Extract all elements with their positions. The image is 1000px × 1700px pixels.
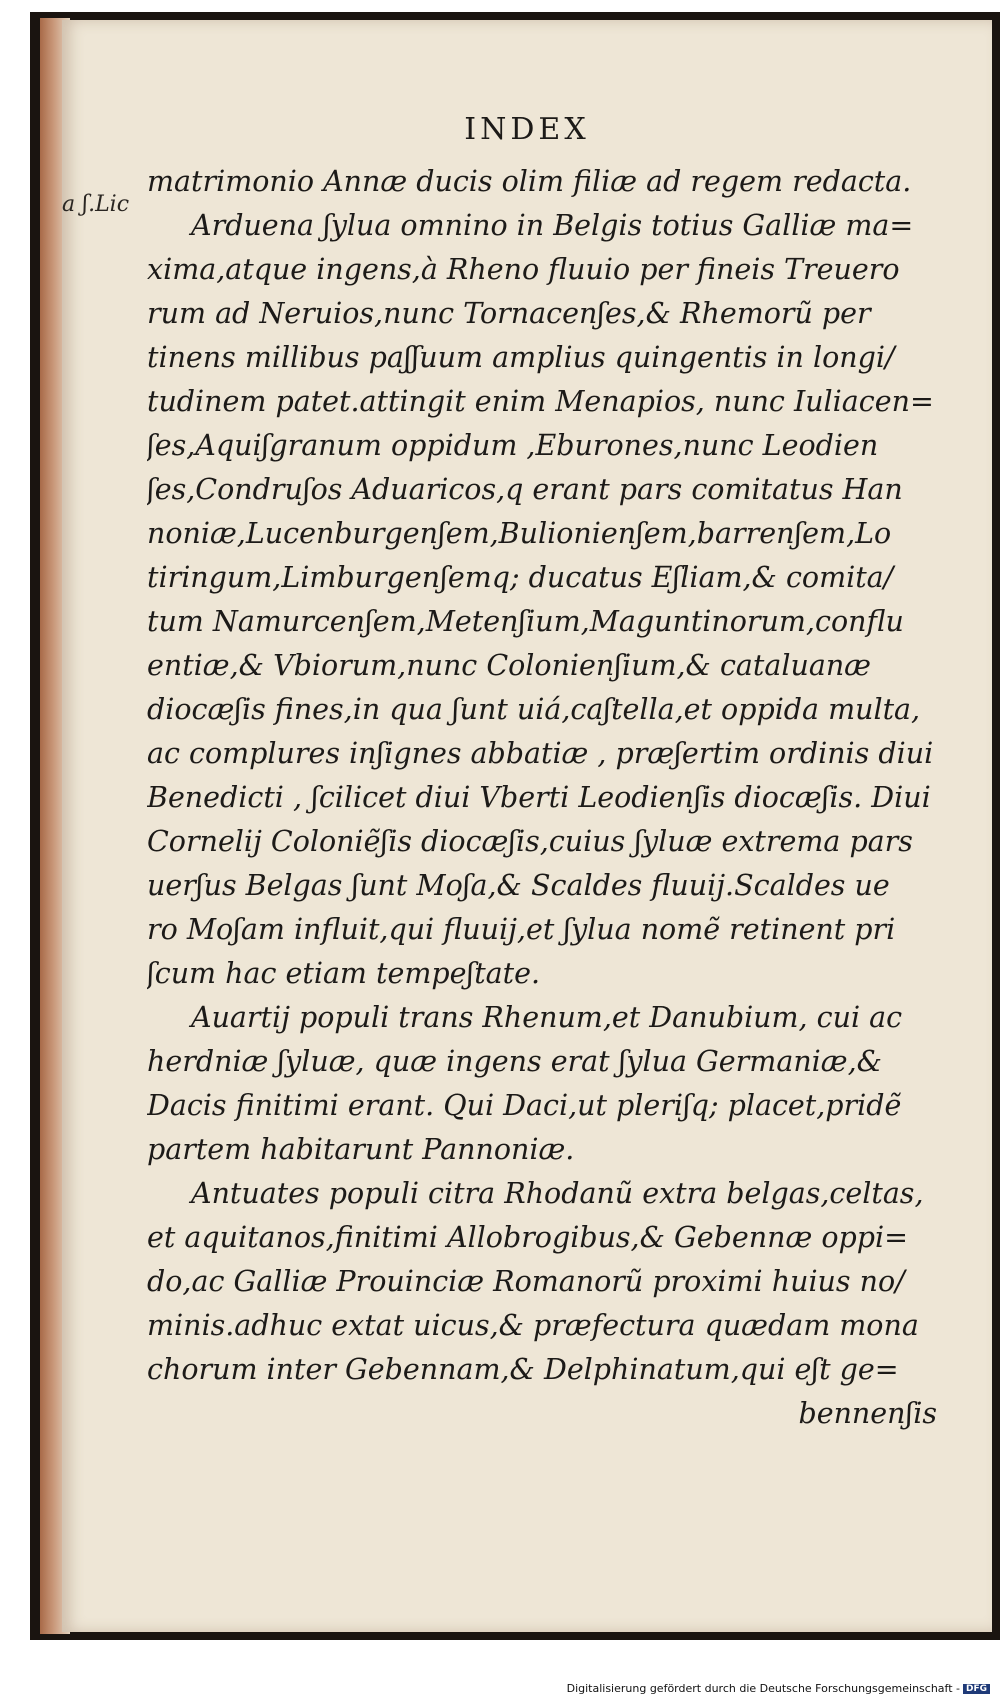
text-line: diocæʃis fines,in qua ʃunt uiá,caʃtella,et oppida multa, <box>147 693 921 726</box>
text-line: et aquitanos,finitimi Allobrogibus,& Gebennæ oppi= <box>147 1221 908 1254</box>
text-line: rum ad Neruios,nunc Tornacenʃes,& Rhemorũ per <box>147 297 871 330</box>
text-line: ʃes,Condruʃos Aduaricos,q erant pars comitatus Han <box>147 473 903 506</box>
footer-credit: Digitalisierung gefördert durch die Deutsche Forschungsgemeinschaft - <box>566 1682 960 1695</box>
page-header: INDEX <box>464 112 590 147</box>
text-line: Benedicti , ʃcilicet diui Vberti Leodienʃis diocæʃis. Diui <box>147 781 931 814</box>
text-line: noniæ,Lucenburgenʃem,Bulionienʃem,barrenʃem,Lo <box>147 517 892 550</box>
book-page <box>62 20 992 1632</box>
text-line: tum Namurcenʃem,Metenʃium,Maguntinorum,conflu <box>147 605 904 638</box>
text-line: Cornelij Coloniẽʃis diocæʃis,cuius ʃyluæ extrema pars <box>147 825 913 858</box>
text-line: herdniæ ʃyluæ, quæ ingens erat ʃylua Germaniæ,& <box>147 1045 883 1078</box>
text-line: Dacis finitimi erant. Qui Daci,ut pleriʃq; placet,pridẽ <box>147 1089 902 1122</box>
text-line: ʃcum hac etiam tempeʃtate. <box>147 957 541 990</box>
text-line: tudinem patet.attingit enim Menapios, nunc Iuliacen= <box>147 385 934 418</box>
text-line: minis.adhuc extat uicus,& præfectura quædam mona <box>147 1309 919 1342</box>
text-line: tinens millibus paʃʃuum amplius quingentis in longi/ <box>147 341 895 374</box>
text-line: Arduena ʃylua omnino in Belgis totius Galliæ ma= <box>191 209 914 242</box>
text-line: chorum inter Gebennam,& Delphinatum,qui eʃt ge= <box>147 1353 899 1386</box>
text-line: ro Moʃam influit,qui fluuij,et ʃylua nomẽ retinent pri <box>147 913 896 946</box>
text-line: matrimonio Annæ ducis olim filiæ ad regem redacta. <box>147 165 912 198</box>
catchword: bennenʃis <box>798 1397 937 1430</box>
digitization-footer <box>0 1682 990 1695</box>
text-line: Antuates populi citra Rhodanũ extra belgas,celtas, <box>191 1177 924 1210</box>
text-line: entiæ,& Vbiorum,nunc Colonienʃium,& cataluanæ <box>147 649 871 682</box>
text-line: ʃes,Aquiʃgranum oppidum ,Eburones,nunc Leodien <box>147 429 879 462</box>
page-body <box>147 160 967 1436</box>
text-line: do,ac Galliæ Prouinciæ Romanorũ proximi huius no/ <box>147 1265 905 1298</box>
text-line: xima,atque ingens,à Rheno fluuio per fineis Treuero <box>147 253 900 286</box>
dfg-logo-badge: DFG <box>963 1684 990 1694</box>
margin-note: a ʃ.Lic <box>62 192 130 217</box>
text-line: partem habitarunt Pannoniæ. <box>147 1133 575 1166</box>
text-line: uerʃus Belgas ʃunt Moʃa,& Scaldes fluuij.Scaldes ue <box>147 869 890 902</box>
text-line: tiringum,Limburgenʃemq; ducatus Eʃliam,& comita/ <box>147 561 894 594</box>
text-line: ac complures inʃignes abbatiæ , præʃertim ordinis diui <box>147 737 934 770</box>
text-line: Auartij populi trans Rhenum,et Danubium, cui ac <box>191 1001 903 1034</box>
